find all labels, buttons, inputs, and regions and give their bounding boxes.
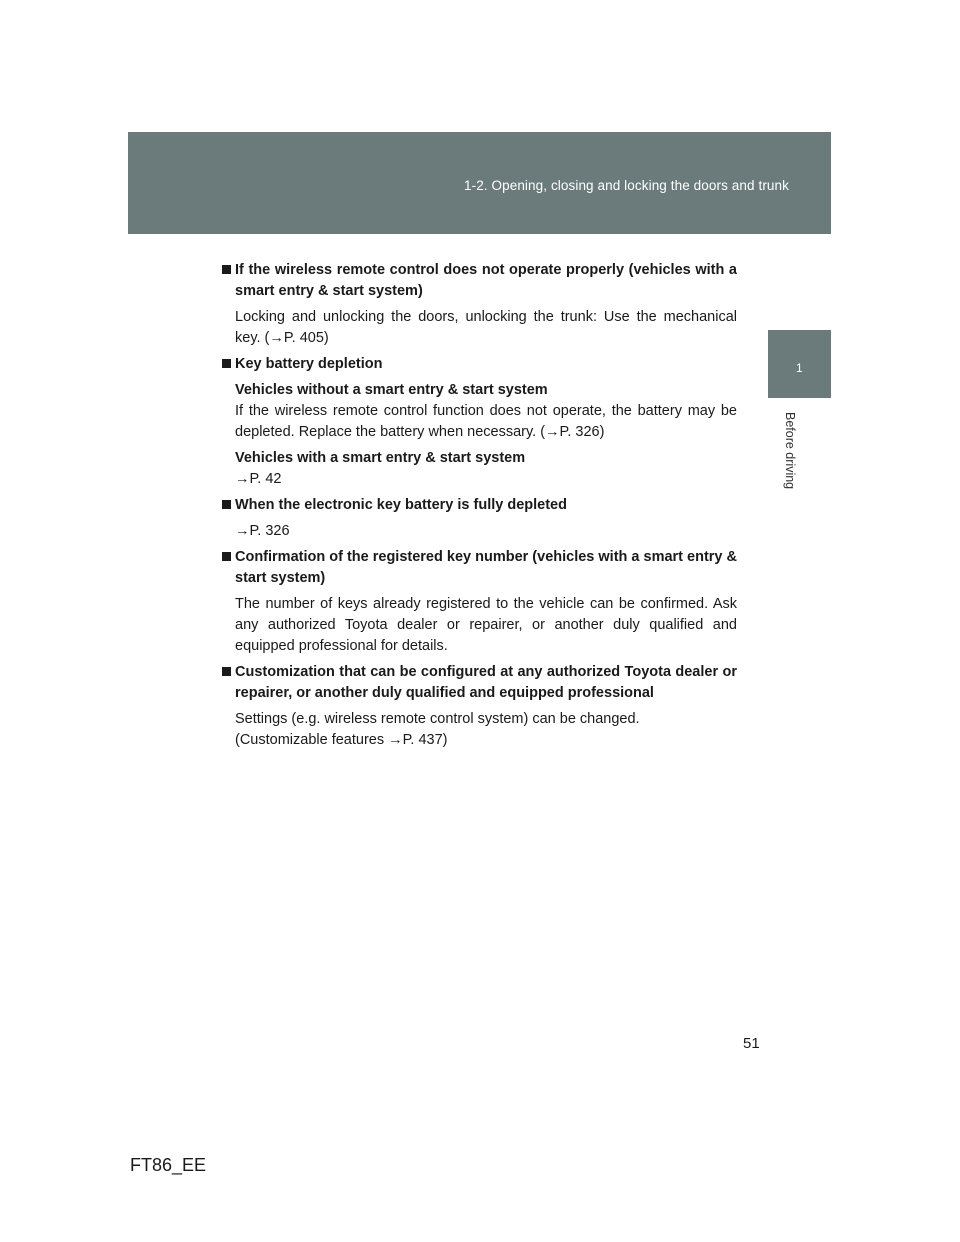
- section-heading: [222, 495, 737, 516]
- chapter-label-container: [783, 412, 797, 496]
- section-body: [222, 380, 737, 443]
- body-paragraph: Locking and unlocking the doors, unlocking the trunk: Use the mechanical key. (→P. 405): [235, 309, 737, 346]
- section-heading: [222, 547, 737, 589]
- heading-text: If the wireless remote control does not operate properly (vehicles with a smart entry & start system): [235, 262, 737, 299]
- body-paragraph: The number of keys already registered to the vehicle can be confirmed. Ask any authorized Toyota dealer or repairer, or another duly qualified and equipped professional for details.: [235, 596, 737, 654]
- square-bullet-icon: [222, 359, 231, 368]
- page-number: 51: [743, 1035, 760, 1052]
- section-body: [222, 307, 737, 349]
- body-paragraph: Settings (e.g. wireless remote control system) can be changed.: [235, 711, 640, 727]
- heading-text: Key battery depletion: [235, 356, 383, 372]
- heading-text: When the electronic key battery is fully depleted: [235, 497, 567, 513]
- square-bullet-icon: [222, 667, 231, 676]
- body-paragraph: If the wireless remote control function does not operate, the battery may be depleted. Replace the battery when necessary. (→P. 326): [235, 403, 737, 440]
- section-body: [222, 521, 737, 542]
- chapter-label: Before driving: [783, 412, 797, 490]
- chapter-tab: [768, 330, 831, 398]
- section-title: 1-2. Opening, closing and locking the doors and trunk: [463, 178, 789, 193]
- document-code: FT86_EE: [130, 1155, 207, 1175]
- heading-text: Confirmation of the registered key number (vehicles with a smart entry & start system): [235, 549, 737, 586]
- heading-text: Customization that can be configured at any authorized Toyota dealer or repairer, or another duly qualified and equipped professional: [235, 664, 737, 701]
- header-band: [128, 132, 831, 234]
- subheading: Vehicles without a smart entry & start system: [235, 382, 548, 398]
- body-paragraph: (Customizable features →P. 437): [235, 732, 448, 748]
- section-body: [222, 448, 737, 490]
- subheading: Vehicles with a smart entry & start system: [235, 450, 526, 466]
- main-content: [222, 260, 737, 756]
- square-bullet-icon: [222, 500, 231, 509]
- section-heading: [222, 260, 737, 302]
- square-bullet-icon: [222, 265, 231, 274]
- chapter-number: 1: [796, 361, 803, 375]
- body-paragraph: →P. 326: [235, 523, 290, 539]
- section-body: [222, 594, 737, 657]
- square-bullet-icon: [222, 552, 231, 561]
- section-body: [222, 709, 737, 751]
- section-heading: [222, 662, 737, 704]
- body-paragraph: →P. 42: [235, 471, 282, 487]
- section-heading: [222, 354, 737, 375]
